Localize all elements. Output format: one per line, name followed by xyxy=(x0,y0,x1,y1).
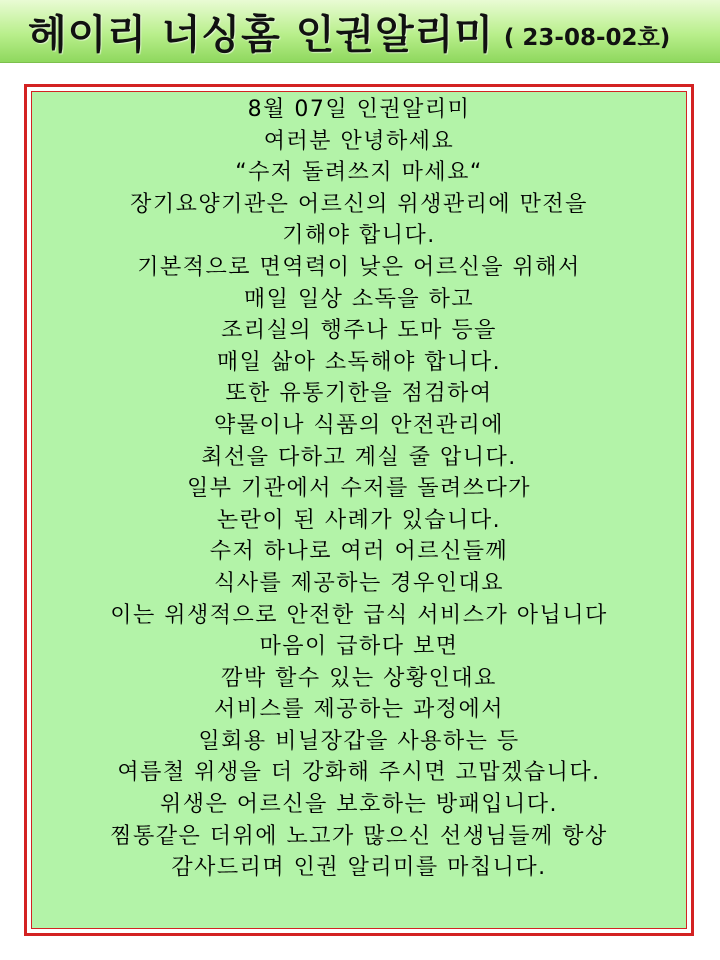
notice-line: 장기요양기관은 어르신의 위생관리에 만전을 xyxy=(130,191,588,217)
notice-line: 일회용 비닐장갑을 사용하는 등 xyxy=(198,728,520,754)
notice-line: 식사를 제공하는 경우인대요 xyxy=(213,570,504,596)
notice-line: 위생은 어르신을 보호하는 방패입니다. xyxy=(159,792,558,818)
notice-body xyxy=(31,91,687,929)
notice-line: 최선을 다하고 계실 줄 압니다. xyxy=(201,444,517,470)
notice-line: 이는 위생적으로 안전한 급식 서비스가 아닙니다 xyxy=(110,602,608,628)
notice-line: 여러분 안녕하세요 xyxy=(263,128,455,154)
notice-line: 깜박 할수 있는 상황인대요 xyxy=(221,665,497,691)
issue-number: ( 23-08-02호) xyxy=(503,24,671,51)
notice-line: 매일 일상 소독을 하고 xyxy=(243,286,475,312)
notice-line: “수저 돌려쓰지 마세요“ xyxy=(235,160,483,186)
notice-frame xyxy=(24,84,694,936)
notice-line: 일부 기관에서 수저를 돌려쓰다가 xyxy=(186,476,531,502)
notice-line: 마음이 급하다 보면 xyxy=(259,634,459,660)
notice-line: 논란이 된 사례가 있습니다. xyxy=(216,507,502,533)
notice-line: 약물이나 식품의 안전관리에 xyxy=(213,412,504,438)
notice-line: 찜통같은 더위에 노고가 많으신 선생님들께 항상 xyxy=(110,823,608,849)
notice-line: 서비스를 제공하는 과정에서 xyxy=(213,697,504,723)
notice-line: 또한 유통기한을 점검하여 xyxy=(225,381,493,407)
page-title: 헤이리 너싱홈 인권알리미 xyxy=(28,11,494,58)
notice-line: 감사드리며 인권 알리미를 마칩니다. xyxy=(171,855,547,881)
header-banner xyxy=(0,0,720,63)
notice-line: 기본적으로 면역력이 낮은 어르신을 위해서 xyxy=(137,254,581,280)
notice-line: 여름철 위생을 더 강화해 주시면 고맙겠습니다. xyxy=(117,760,601,786)
notice-line: 조리실의 행주나 도마 등을 xyxy=(221,318,497,344)
notice-line: 매일 삶아 소독해야 합니다. xyxy=(216,349,502,375)
notice-line: 기해야 합니다. xyxy=(282,223,436,249)
notice-line: 수저 하나로 여러 어르신들께 xyxy=(209,539,509,565)
notice-line: 8월 07일 인권알리미 xyxy=(247,97,471,122)
